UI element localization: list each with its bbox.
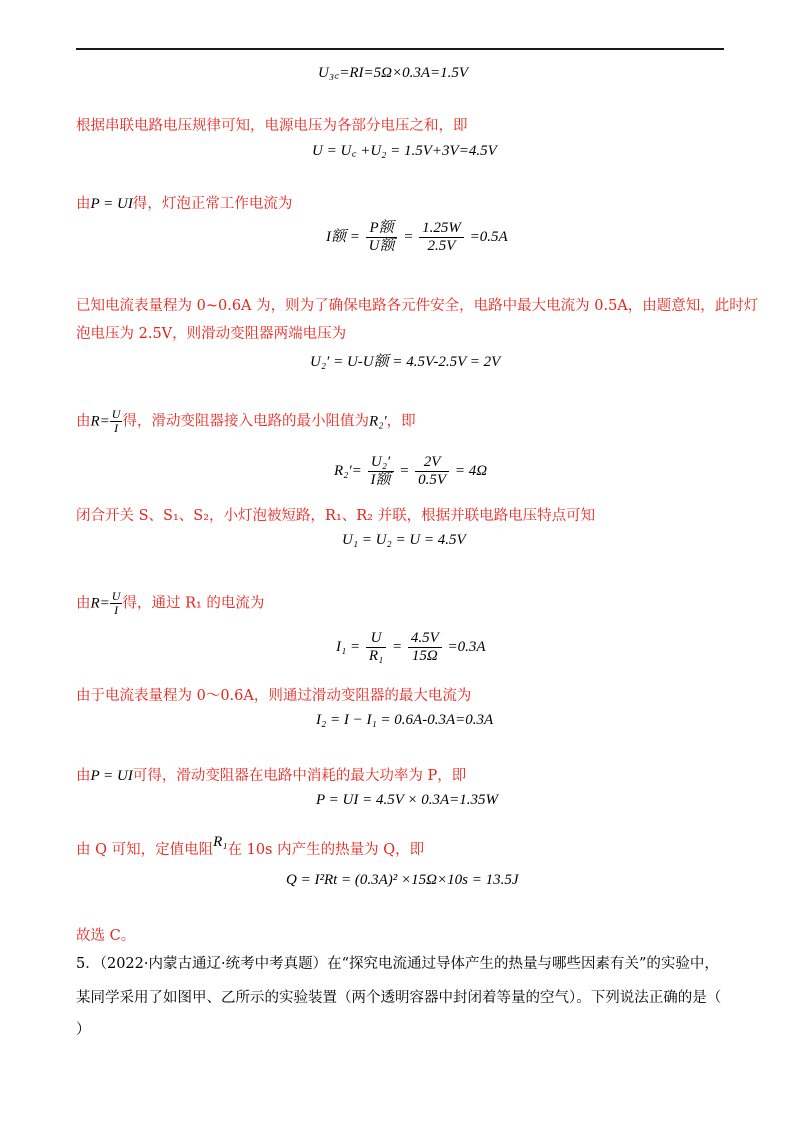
equation-8: I₂ = I − I₁ = 0.6A-0.3A=0.3A <box>316 712 494 728</box>
equation-1: U₃꜀=RI=5Ω×0.3A=1.5V <box>318 65 469 81</box>
formula-den: I <box>114 603 119 617</box>
variable-r1: R₁ <box>213 834 228 850</box>
text-suffix: 得，通过 R₁ 的电流为 <box>122 595 265 612</box>
eq7-fraction-2 <box>408 630 442 665</box>
question-5-line2: 某同学采用了如图甲、乙所示的实验装置（两个透明容器中封闭着等量的空气）。下列说法正确的是（ <box>76 990 722 1006</box>
paragraph-lamp-current <box>76 192 292 213</box>
text-suffix: 可得，滑动变阻器在电路中消耗的最大功率为 P，即 <box>132 768 467 784</box>
eq7-num2: 4.5V <box>408 630 442 648</box>
text-suffix: 得，滑动变阻器接入电路的最小阻值为 <box>122 413 369 430</box>
eq5-num2: 2V <box>415 454 449 472</box>
formula-r-lhs: R= <box>90 413 110 430</box>
paragraph-current-limit-line2: 泡电压为 2.5V，则滑动变阻器两端电压为 <box>76 326 347 342</box>
eq3-equals: = <box>403 228 414 245</box>
eq7-lhs: I₁ = <box>336 638 361 655</box>
formula-den: I <box>114 421 119 435</box>
eq5-fraction-1 <box>368 454 394 489</box>
equation-9: P = UI = 4.5V × 0.3A=1.35W <box>316 792 499 808</box>
text-prefix: 由 Q 可知，定值电阻 <box>76 842 214 858</box>
eq3-rhs: =0.5A <box>469 228 508 245</box>
eq5-rhs: = 4Ω <box>454 462 488 479</box>
formula-num: U <box>111 407 121 421</box>
variable-r2: R₂′ <box>368 413 387 430</box>
formula-p-ui: P = UI <box>90 196 133 212</box>
paragraph-r1-current <box>76 590 264 617</box>
text-suffix: 得，灯泡正常工作电流为 <box>132 196 293 212</box>
paragraph-heat <box>76 834 424 859</box>
equation-3 <box>326 220 508 255</box>
paragraph-min-resistance <box>76 408 416 435</box>
paragraph-answer: 故选 C。 <box>76 928 136 944</box>
eq5-num: U₂′ <box>368 454 394 472</box>
eq3-num: P额 <box>366 220 398 238</box>
equation-10: Q = I²Rt = (0.3A)² ×15Ω×10s = 13.5J <box>286 872 519 888</box>
eq7-rhs: =0.3A <box>447 638 486 655</box>
eq7-den2: 15Ω <box>411 648 438 664</box>
text-prefix: 由 <box>76 595 91 612</box>
eq5-den2: 0.5V <box>418 472 447 488</box>
equation-6: U₁ = U₂ = U = 4.5V <box>342 532 466 548</box>
eq3-lhs: I额 = <box>326 228 360 245</box>
formula-num: U <box>111 589 121 603</box>
formula-r-fraction <box>110 590 123 617</box>
eq5-den: I额 <box>370 472 391 488</box>
eq3-den: U额 <box>368 238 395 254</box>
eq5-fraction-2 <box>415 454 449 489</box>
question-5-line3: ） <box>76 1022 91 1038</box>
paragraph-short-circuit: 闭合开关 S、S₁、S₂，小灯泡被短路，R₁、R₂ 并联，根据并联电路电压特点可知 <box>76 508 596 524</box>
eq5-equals: = <box>399 462 410 479</box>
text-suffix: 在 10s 内产生的热量为 Q，即 <box>227 842 425 858</box>
formula-p-ui: P = UI <box>90 768 133 784</box>
eq3-fraction-2 <box>419 220 464 255</box>
equation-7 <box>336 630 486 665</box>
eq3-fraction-1 <box>366 220 398 255</box>
eq3-num2: 1.25W <box>419 220 464 238</box>
eq3-den2: 2.5V <box>427 238 456 254</box>
eq5-lhs: R₂′= <box>334 462 362 479</box>
eq7-num: U <box>366 630 386 648</box>
question-5-line1: 5．（2022·内蒙古通辽·统考中考真题）在“探究电流通过导体产生的热量与哪些因素有关”的实验中， <box>76 956 719 972</box>
formula-r-lhs: R= <box>90 595 110 612</box>
header-rule <box>76 48 724 50</box>
text-prefix: 由 <box>76 768 91 784</box>
paragraph-current-limit-line1: 已知电流表量程为 0~0.6A 为，则为了确保电路各元件安全，电路中最大电流为 0.5A，由题意知，此时灯 <box>76 298 759 314</box>
text-prefix: 由 <box>76 413 91 430</box>
paragraph-max-power <box>76 764 466 785</box>
formula-r-fraction <box>110 408 123 435</box>
equation-4: U₂′ = U-U额 = 4.5V-2.5V = 2V <box>310 354 501 370</box>
eq7-fraction-1 <box>366 630 386 665</box>
paragraph-series-voltage: 根据串联电路电压规律可知，电源电压为各部分电压之和，即 <box>76 118 468 134</box>
eq7-den: R₁ <box>368 648 384 664</box>
text-end: ，即 <box>386 413 416 430</box>
equation-2: U = U꜀ +U₂ = 1.5V+3V=4.5V <box>312 143 497 159</box>
text-prefix: 由 <box>76 196 91 212</box>
equation-5 <box>334 454 487 489</box>
paragraph-max-current: 由于电流表量程为 0～0.6A，则通过滑动变阻器的最大电流为 <box>76 688 472 704</box>
eq7-equals: = <box>391 638 403 655</box>
